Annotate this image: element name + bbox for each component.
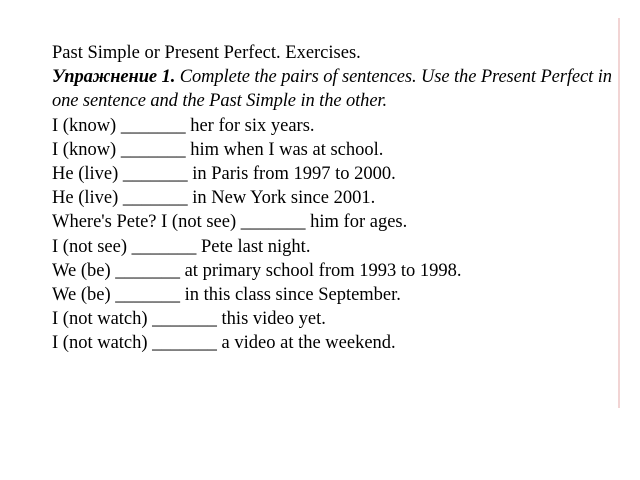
sentence-5: Where's Pete? I (not see) _______ him for ages. [52, 212, 408, 233]
sentence-10: I (not watch) _______ a video at the weekend. [52, 333, 396, 354]
sentence-1: I (know) _______ her for six years. [52, 115, 315, 136]
sentence-8: We (be) _______ in this class since September. [52, 285, 401, 306]
sentence-3: He (live) _______ in Paris from 1997 to 2000. [52, 164, 396, 185]
exercise-instruction-text: Complete the pairs of sentences. Use the Present Perfect in one sentence and the Past Simple in the other. [52, 67, 612, 112]
right-border-line [618, 18, 620, 408]
sentence-6: I (not see) _______ Pete last night. [52, 236, 311, 257]
exercise-instruction [52, 65, 612, 113]
sentence-7: We (be) _______ at primary school from 1993 to 1998. [52, 260, 462, 281]
exercise-content [52, 41, 612, 356]
sentence-9: I (not watch) _______ this video yet. [52, 309, 326, 330]
exercise-label: Упражнение 1. [52, 67, 176, 88]
page-title: Past Simple or Present Perfect. Exercises. [52, 43, 361, 63]
sentence-4: He (live) _______ in New York since 2001. [52, 188, 376, 209]
sentence-2: I (know) _______ him when I was at school. [52, 139, 384, 160]
